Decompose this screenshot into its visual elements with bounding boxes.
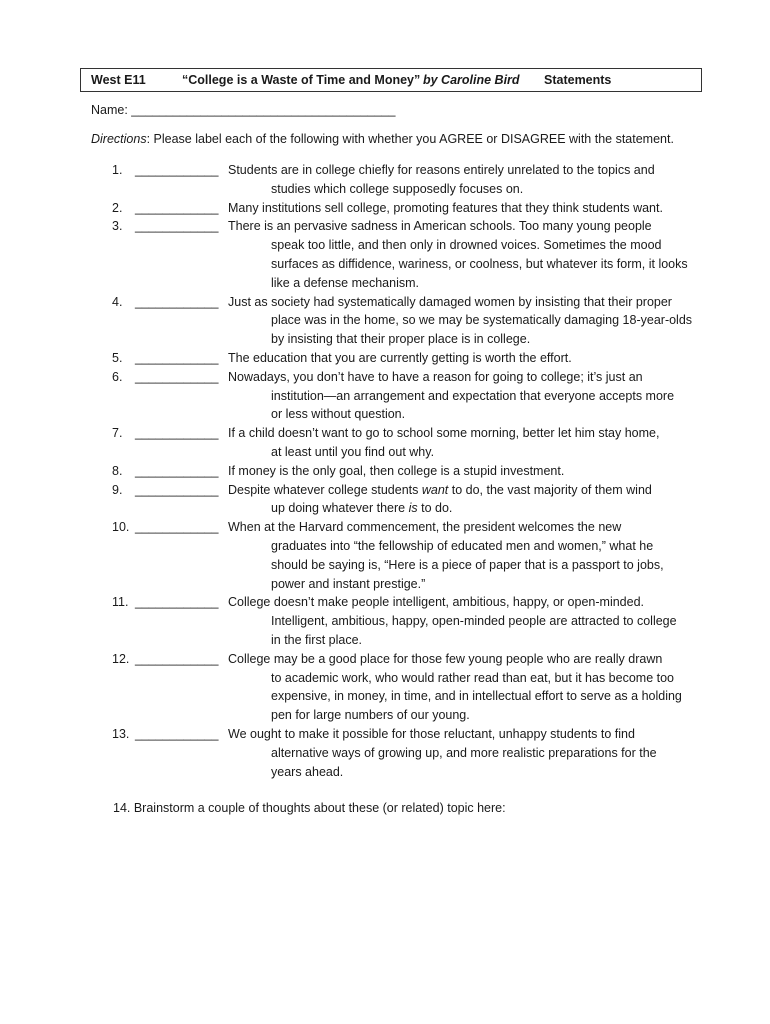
statement-text-line: expensive, in money, in time, and in intellectual effort to serve as a holding — [271, 689, 682, 704]
emphasis: want — [421, 482, 449, 497]
statement-number: 4. — [112, 294, 123, 309]
statement-text-line: or less without question. — [271, 407, 406, 422]
answer-blank[interactable]: ____________ — [135, 219, 219, 234]
statement-item — [0, 368, 770, 424]
statement-text-line: like a defense mechanism. — [271, 275, 419, 290]
name-field[interactable]: Name: ______________________________________ — [91, 103, 396, 117]
answer-blank[interactable]: ____________ — [135, 200, 219, 215]
statement-text-line: graduates into “the fellowship of educated men and women,” what he — [271, 538, 654, 553]
statement-text-line: institution—an arrangement and expectation that everyone accepts more — [271, 388, 675, 403]
statement-number: 9. — [112, 482, 123, 497]
statement-text-line: up doing whatever there is to do. — [271, 501, 453, 516]
statement-item — [0, 518, 770, 593]
statement-item — [0, 161, 770, 199]
worksheet-kind-label: Statements — [544, 73, 612, 87]
statement-item — [0, 424, 770, 462]
statement-text-line: When at the Harvard commencement, the president welcomes the new — [228, 520, 622, 535]
statement-text-line: College may be a good place for those few young people who are really drawn — [228, 651, 663, 666]
statement-text-line: Just as society had systematically damaged women by insisting that their proper — [228, 294, 672, 309]
directions — [91, 132, 674, 146]
statement-number: 6. — [112, 369, 123, 384]
statement-text-line: Intelligent, ambitious, happy, open-minded people are attracted to college — [271, 614, 677, 629]
statement-number: 12. — [112, 651, 130, 666]
statement-text-line: surfaces as diffidence, wariness, or coolness, but whatever its form, it looks — [271, 256, 688, 271]
answer-blank[interactable]: ____________ — [135, 651, 219, 666]
statement-text-line: should be saying is, “Here is a piece of paper that is a passport to jobs, — [271, 557, 664, 572]
statement-text-line: College doesn’t make people intelligent, ambitious, happy, or open-minded. — [228, 595, 644, 610]
answer-blank[interactable]: ____________ — [135, 482, 219, 497]
statement-item — [0, 217, 770, 292]
statement-text-line: Despite whatever college students want to do, the vast majority of them wind — [228, 482, 652, 497]
statement-text-line: There is an pervasive sadness in American schools. Too many young people — [228, 219, 652, 234]
statement-text-line: at least until you find out why. — [271, 444, 435, 459]
statement-text-line: alternative ways of growing up, and more realistic preparations for the — [271, 745, 657, 760]
statement-text-line: years ahead. — [271, 764, 344, 779]
emphasis: is — [408, 501, 418, 516]
answer-blank[interactable]: ____________ — [135, 595, 219, 610]
statement-item — [0, 593, 770, 649]
answer-blank[interactable]: ____________ — [135, 294, 219, 309]
statement-number: 13. — [112, 726, 130, 741]
directions-label: Directions — [91, 132, 147, 146]
statement-number: 11. — [112, 595, 129, 610]
statement-text-line: Many institutions sell college, promoting features that they think students want. — [228, 200, 663, 215]
header-box — [80, 68, 702, 92]
statement-list — [0, 161, 770, 781]
answer-blank[interactable]: ____________ — [135, 350, 219, 365]
answer-blank[interactable]: ____________ — [135, 163, 219, 177]
statement-item — [0, 199, 770, 218]
statement-number: 8. — [112, 463, 123, 478]
statement-item — [0, 462, 770, 481]
statement-text-line: Nowadays, you don’t have to have a reason for going to college; it’s just an — [228, 369, 643, 384]
statement-item — [0, 725, 770, 781]
course-label: West E11 — [91, 73, 146, 87]
statement-text-line: If a child doesn’t want to go to school some morning, better let him stay home, — [228, 426, 660, 441]
statement-text-line: to academic work, who would rather read than eat, but it has become too — [271, 670, 675, 685]
brainstorm-prompt: 14. Brainstorm a couple of thoughts about these (or related) topic here: — [113, 801, 506, 815]
answer-blank[interactable]: ____________ — [135, 726, 219, 741]
statement-item — [0, 481, 770, 519]
reading-title: “College is a Waste of Time and Money” — [182, 73, 421, 87]
statement-number: 10. — [112, 520, 130, 535]
statement-text-line: speak too little, and then only in drowned voices. Sometimes the mood — [271, 238, 662, 253]
statement-item — [0, 650, 770, 725]
statement-number: 2. — [112, 200, 123, 215]
answer-blank[interactable]: ____________ — [135, 463, 219, 478]
statement-number: 7. — [112, 426, 123, 441]
statement-text-line: power and instant prestige.” — [271, 576, 426, 591]
statement-text-line: by insisting that their proper place is in college. — [271, 332, 531, 347]
statement-text-line: in the first place. — [271, 632, 363, 647]
statement-text-line: If money is the only goal, then college is a stupid investment. — [228, 463, 565, 478]
statement-item — [0, 293, 770, 349]
directions-text: : Please label each of the following with whether you AGREE or DISAGREE with the statement. — [146, 132, 674, 146]
answer-blank[interactable]: ____________ — [135, 520, 219, 535]
statement-text-line: pen for large numbers of our young. — [271, 708, 470, 723]
statement-number: 3. — [112, 219, 123, 234]
statement-item — [0, 349, 770, 368]
statement-text-line: studies which college supposedly focuses on. — [271, 181, 524, 196]
author-label: by Caroline Bird — [423, 73, 520, 87]
statement-text-line: Students are in college chiefly for reasons entirely unrelated to the topics and — [228, 163, 655, 177]
statement-text-line: The education that you are currently getting is worth the effort. — [228, 350, 572, 365]
answer-blank[interactable]: ____________ — [135, 426, 219, 441]
statement-text-line: place was in the home, so we may be systematically damaging 18-year-olds — [271, 313, 693, 328]
statement-text-line: We ought to make it possible for those reluctant, unhappy students to find — [228, 726, 635, 741]
statement-number: 5. — [112, 350, 123, 365]
statement-number: 1. — [112, 163, 123, 177]
answer-blank[interactable]: ____________ — [135, 369, 219, 384]
